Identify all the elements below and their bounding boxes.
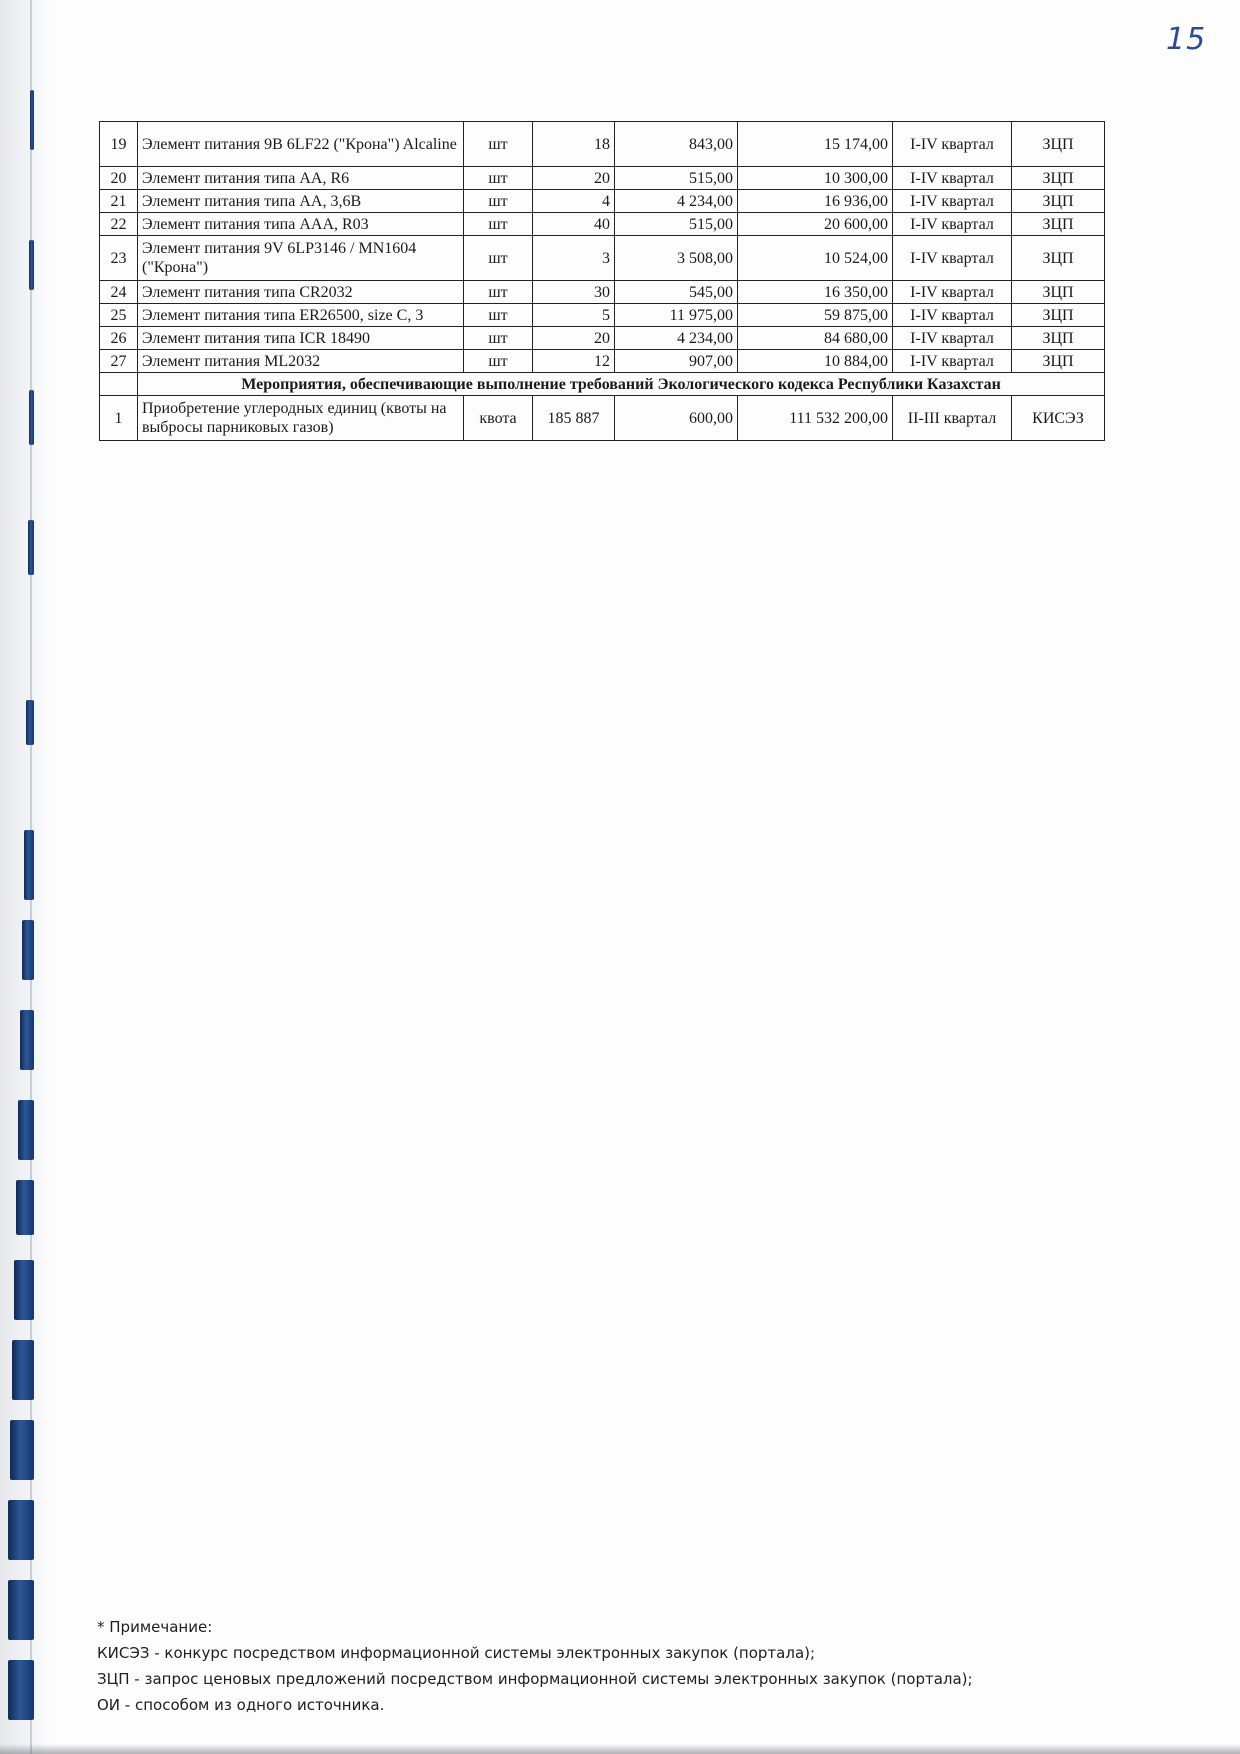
item-sum: 10 884,00 [738, 350, 893, 373]
item-sum: 20 600,00 [738, 213, 893, 236]
item-unit: квота [464, 396, 533, 441]
item-sum: 111 532 200,00 [738, 396, 893, 441]
table-row [100, 236, 1105, 281]
table-row [100, 190, 1105, 213]
section-number-cell [100, 373, 138, 396]
notes-line: ЗЦП - запрос ценовых предложений посредством информационной системы электронных закупок (портала); [97, 1670, 973, 1688]
binding-coil [26, 700, 34, 745]
item-name: Элемент питания типа АА, 3,6В [138, 190, 464, 213]
table-row [100, 327, 1105, 350]
notes-title: * Примечание: [97, 1618, 213, 1636]
item-method: ЗЦП [1012, 236, 1105, 281]
binding-coil [8, 1660, 34, 1720]
scan-shadow [0, 1744, 1240, 1754]
item-price: 3 508,00 [615, 236, 738, 281]
item-price: 545,00 [615, 281, 738, 304]
row-number: 27 [100, 350, 138, 373]
item-sum: 59 875,00 [738, 304, 893, 327]
item-period: I-IV квартал [893, 304, 1012, 327]
item-method: КИСЭЗ [1012, 396, 1105, 441]
item-name: Элемент питания 9V 6LP3146 / MN1604 ("Крона") [138, 236, 464, 281]
item-period: I-IV квартал [893, 167, 1012, 190]
item-price: 11 975,00 [615, 304, 738, 327]
binding-coil [12, 1340, 34, 1400]
item-quantity: 18 [533, 122, 615, 167]
binding-coil [8, 1580, 34, 1640]
row-number: 23 [100, 236, 138, 281]
item-sum: 16 936,00 [738, 190, 893, 213]
binding-coil [22, 920, 34, 980]
row-number: 24 [100, 281, 138, 304]
item-name: Элемент питания 9В 6LF22 ("Крона") Alcaline [138, 122, 464, 167]
item-quantity: 30 [533, 281, 615, 304]
row-number: 25 [100, 304, 138, 327]
item-unit: шт [464, 281, 533, 304]
item-unit: шт [464, 190, 533, 213]
item-method: ЗЦП [1012, 327, 1105, 350]
item-period: I-IV квартал [893, 236, 1012, 281]
item-period: I-IV квартал [893, 190, 1012, 213]
item-name: Приобретение углеродных единиц (квоты на выбросы парниковых газов) [138, 396, 464, 441]
row-number: 19 [100, 122, 138, 167]
item-quantity: 20 [533, 167, 615, 190]
item-quantity: 12 [533, 350, 615, 373]
item-name: Элемент питания типа ER26500, size C, 3 [138, 304, 464, 327]
item-method: ЗЦП [1012, 304, 1105, 327]
item-sum: 15 174,00 [738, 122, 893, 167]
item-period: I-IV квартал [893, 350, 1012, 373]
section-title: Мероприятия, обеспечивающие выполнение требований Экологического кодекса Республики Казахстан [138, 373, 1105, 396]
item-price: 4 234,00 [615, 190, 738, 213]
item-name: Элемент питания типа ААА, R03 [138, 213, 464, 236]
item-quantity: 20 [533, 327, 615, 350]
item-unit: шт [464, 167, 533, 190]
procurement-table [99, 121, 1105, 441]
item-sum: 10 524,00 [738, 236, 893, 281]
item-name: Элемент питания типа АА, R6 [138, 167, 464, 190]
item-quantity: 5 [533, 304, 615, 327]
table-row [100, 122, 1105, 167]
item-price: 843,00 [615, 122, 738, 167]
item-unit: шт [464, 236, 533, 281]
section-header-row [100, 373, 1105, 396]
binding-coil [14, 1260, 34, 1320]
item-method: ЗЦП [1012, 350, 1105, 373]
item-unit: шт [464, 122, 533, 167]
binding-coil [24, 830, 34, 900]
table-row [100, 167, 1105, 190]
binding-coil [18, 1100, 34, 1160]
item-period: I-IV квартал [893, 281, 1012, 304]
item-method: ЗЦП [1012, 190, 1105, 213]
row-number: 21 [100, 190, 138, 213]
item-quantity: 3 [533, 236, 615, 281]
item-method: ЗЦП [1012, 281, 1105, 304]
item-price: 515,00 [615, 213, 738, 236]
item-name: Элемент питания ML2032 [138, 350, 464, 373]
spiral-binding [0, 0, 52, 1754]
row-number: 22 [100, 213, 138, 236]
row-number: 26 [100, 327, 138, 350]
item-period: I-IV квартал [893, 327, 1012, 350]
item-unit: шт [464, 327, 533, 350]
table-row [100, 396, 1105, 441]
item-quantity: 4 [533, 190, 615, 213]
table-row [100, 281, 1105, 304]
table-row [100, 213, 1105, 236]
item-quantity: 185 887 [533, 396, 615, 441]
handwritten-page-number: 15 [1166, 22, 1207, 57]
item-method: ЗЦП [1012, 167, 1105, 190]
table-row [100, 304, 1105, 327]
notes-line: ОИ - способом из одного источника. [97, 1696, 385, 1714]
binding-coil [10, 1420, 34, 1480]
row-number: 1 [100, 396, 138, 441]
binding-coil [20, 1010, 34, 1070]
item-method: ЗЦП [1012, 122, 1105, 167]
item-price: 600,00 [615, 396, 738, 441]
item-unit: шт [464, 350, 533, 373]
binding-coil [29, 390, 34, 445]
item-period: II-III квартал [893, 396, 1012, 441]
item-sum: 10 300,00 [738, 167, 893, 190]
item-unit: шт [464, 304, 533, 327]
notes-block [97, 1614, 973, 1718]
binding-coil [16, 1180, 34, 1235]
item-name: Элемент питания типа CR2032 [138, 281, 464, 304]
row-number: 20 [100, 167, 138, 190]
item-method: ЗЦП [1012, 213, 1105, 236]
binding-coil [29, 240, 34, 290]
item-sum: 16 350,00 [738, 281, 893, 304]
binding-coil [28, 520, 34, 575]
item-name: Элемент питания типа ICR 18490 [138, 327, 464, 350]
item-price: 515,00 [615, 167, 738, 190]
notes-line: КИСЭЗ - конкурс посредством информационной системы электронных закупок (портала); [97, 1644, 816, 1662]
item-price: 4 234,00 [615, 327, 738, 350]
item-unit: шт [464, 213, 533, 236]
item-quantity: 40 [533, 213, 615, 236]
binding-coil [8, 1500, 34, 1560]
table-row [100, 350, 1105, 373]
item-period: I-IV квартал [893, 213, 1012, 236]
item-period: I-IV квартал [893, 122, 1012, 167]
item-sum: 84 680,00 [738, 327, 893, 350]
item-price: 907,00 [615, 350, 738, 373]
binding-coil [30, 90, 34, 150]
